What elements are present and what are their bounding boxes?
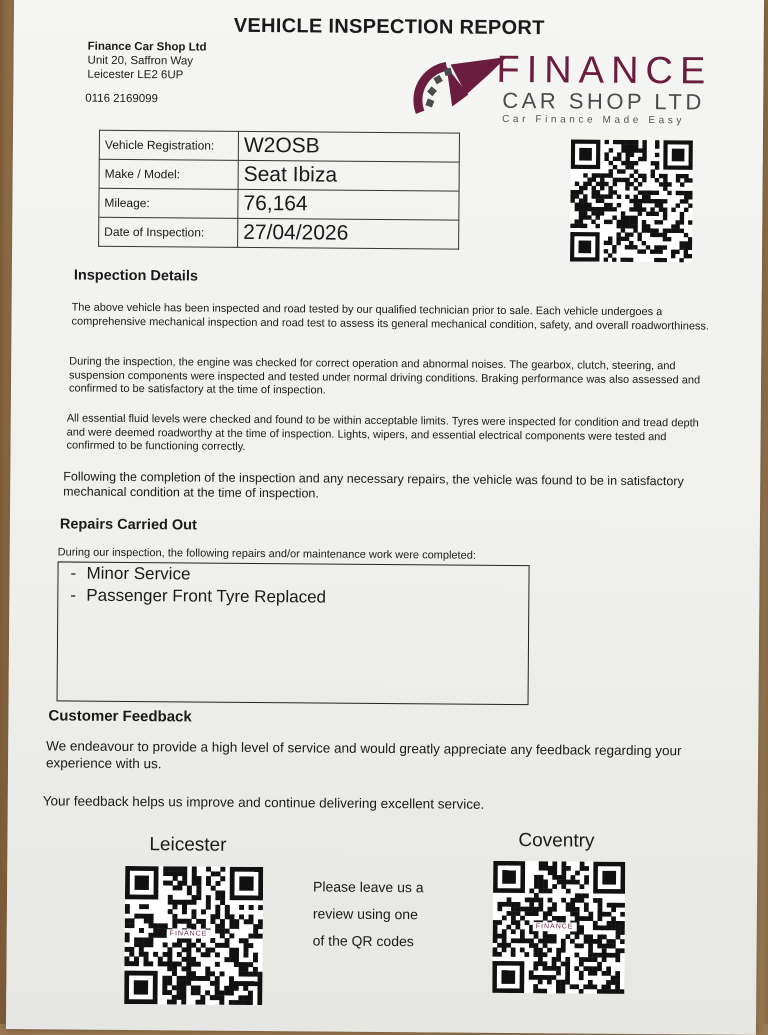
logo-tagline: Car Finance Made Easy [502,113,686,127]
mileage-label: Mileage: [99,188,238,218]
inspection-date-label: Date of Inspection: [99,217,238,247]
inspection-paragraph-4: Following the completion of the inspection and any necessary repairs, the vehicle was found to be in satisfactory mechanical condition at the time of inspection. [63,469,684,501]
table-row [99,188,459,220]
feedback-paragraph-2: Your feedback helps us improve and continue delivering excellent service. [42,793,485,812]
inspection-details-heading: Inspection Details [73,267,199,285]
inspection-paragraph-1: The above vehicle has been inspected and road tested by our qualified technician prior to sale. Each vehicle undergoes a comprehensive mechanical inspection and road test to assess its general mechanical condition, safety, and overall roadworthiness. [71,301,710,333]
table-row [99,130,459,162]
inspection-date-value: 27/04/2026 [238,218,459,249]
review-instructions [313,873,424,955]
inspection-paragraph-2: During the inspection, the engine was checked for correct operation and abnormal noises. The gearbox, clutch, steering, and suspension components were inspected and tested under normal driving conditions. Braking performance was also assessed and confirmed to be satisfactory at the time of inspection. [68,355,701,397]
inspection-paragraph-3: All essential fluid levels were checked and found to be within acceptable limits. Tyres were inspected for condition and tread depth and were deemed roadworthy at the time of inspection. Lights, wipers, and essential electrical components were tested and confirmed to be functioning correctly. [66,412,699,453]
review-line-3: of the QR codes [312,932,414,950]
logo-word-finance: FINANCE [496,48,713,93]
coventry-label: Coventry [518,830,595,852]
speedometer-arrow-icon [406,54,507,125]
company-address-block [87,40,206,83]
logo-word-car-shop: CAR SHOP LTD [502,87,705,115]
qr-code-icon[interactable] [570,139,693,262]
mileage-value: 76,164 [238,189,459,220]
company-logo [406,46,713,138]
company-name: Finance Car Shop Ltd [87,40,207,54]
vehicle-registration-value: W2OSB [238,131,459,162]
list-item: - Passenger Front Tyre Replaced [70,585,327,607]
table-row [99,217,459,249]
make-model-value: Seat Ibiza [238,160,459,191]
qr-coventry-brand-label: FINANCE [533,922,577,931]
make-model-label: Make / Model: [99,159,238,189]
vehicle-registration-label: Vehicle Registration: [99,130,238,160]
customer-feedback-heading: Customer Feedback [48,707,192,726]
company-address-line2: Leicester LE2 6UP [87,68,184,82]
vehicle-details-table [98,130,460,250]
repair-item-text: Minor Service [86,563,191,584]
repairs-heading: Repairs Carried Out [59,516,197,534]
inspection-report-sheet [6,0,764,1035]
review-line-2: review using one [312,905,418,923]
company-phone: 0116 2169099 [85,92,159,106]
table-row [99,159,459,191]
feedback-paragraph-1: We endeavour to provide a high level of service and would greatly appreciate any feedback regarding your experience with us. [45,738,682,772]
repair-item-text: Passenger Front Tyre Replaced [86,585,327,607]
review-line-1: Please leave us a [313,878,424,896]
list-item: - Minor Service [70,563,191,584]
leicester-label: Leicester [149,834,227,856]
report-title: VEHICLE INSPECTION REPORT [233,14,545,40]
repairs-list-box [57,561,530,705]
company-address-line1: Unit 20, Saffron Way [87,54,194,68]
qr-leicester-brand-label: FINANCE [167,929,211,938]
repairs-intro: During our inspection, the following repairs and/or maintenance work were completed: [57,546,476,562]
